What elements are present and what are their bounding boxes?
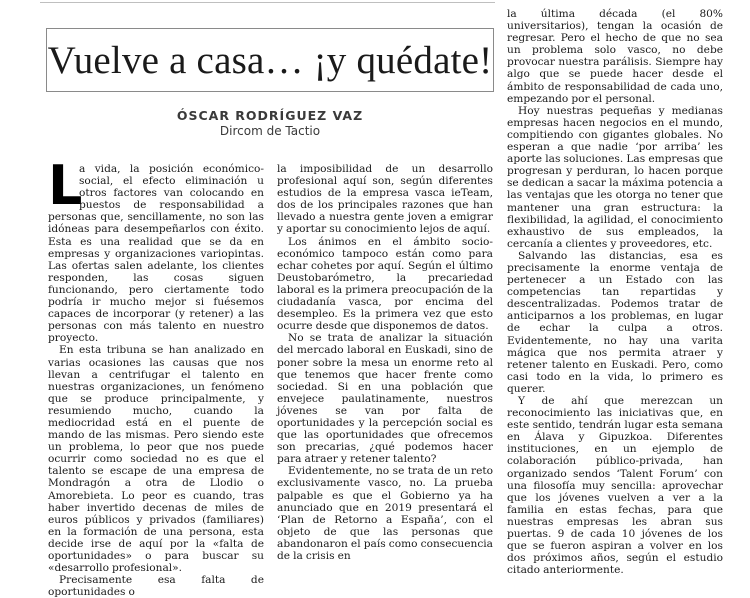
- top-rule: [40, 2, 495, 3]
- paragraph: Los ánimos en el ámbito socio-económico tampoco están como para echar cohetes por aquí. Según el último Deustobarómetro, la precariedad laboral es la primera preocupación de la ciudadanía vasca, por encima del desempleo. Es la primera vez que esto ocurre desde que disponemos de datos.: [277, 235, 493, 333]
- column-3: [507, 8, 723, 576]
- headline-box: [46, 28, 494, 92]
- paragraph: En esta tribuna se han analizado en varias ocasiones las causas que nos llevan a centrifugar el talento en nuestras organizaciones, un fenómeno que se produce principalmente, y resumiendo mucho, cuando la mediocridad está en el puente de mando de las mismas. Pero siendo este un problema, lo peor que nos puede ocurrir como sociedad no es que el talento se escape de una empresa de Mondragón a otra de Llodio o Amorebieta. Lo peor es cuando, tras haber invertido decenas de miles de euros públicos y privados (familiares) en la formación de una persona, esta decide irse de aquí por la «falta de oportunidades» o para buscar su «desarrollo profesional».: [48, 344, 264, 575]
- drop-cap: L: [48, 154, 83, 217]
- paragraph: Y de ahí que merezcan un reconocimiento las iniciativas que, en este sentido, tendrán lugar esta semana en Álava y Gipuzkoa. Diferentes instituciones, en un ejemplo de colaboración público-privada, han organizado sendos ‘Talent Forum’ con una filosofía muy sencilla: aprovechar que los jóvenes vuelven a ver a la familia en estas fechas, para que nuestras empresas les abran sus puertas. 9 de cada 10 jóvenes de los que se fueron aspiran a volver en los dos próximos años, según el estudio citado anteriormente.: [507, 395, 723, 577]
- paragraph: No se trata de analizar la situación del mercado laboral en Euskadi, sino de poner sobre la mesa un enorme reto al que tenemos que hacer frente como sociedad. Si en una población que envejece paulatinamente, nuestros jóvenes se van por falta de oportunidades y la percepción social es que las oportunidades que ofrecemos son precarias, ¿qué podemos hacer para atraer y retener talento?: [277, 332, 493, 466]
- paragraph: Hoy nuestras pequeñas y medianas empresas hacen negocios en el mundo, compitiendo con gigantes globales. No esperan a que nadie ‘por arriba’ les aporte las soluciones. Las empresas que progresan y perduran, lo hacen porque se dedican a sacar la máxima potencia a las ventajas que les otorga no tener que mantener una gran estructura: la flexibilidad, la agilidad, el conocimiento exhaustivo de sus empleados, la cercanía a clientes y proveedores, etc.: [507, 104, 723, 250]
- column-2: [277, 163, 493, 562]
- paragraph: la imposibilidad de un desarrollo profesional aquí son, según diferentes estudios de la empresa vasca ieTeam, dos de los principales razones que han llevado a nuestra gente joven a emigrar y aportar su conocimiento lejos de aquí.: [277, 163, 493, 236]
- paragraph: la última década (el 80% universitarios), tengan la ocasión de regresar. Pero el hecho de que no sea un problema solo vasco, no debe provocar nuestra parálisis. Siempre hay algo que se puede hacer desde el ámbito de responsabilidad de cada uno, empezando por el personal.: [507, 8, 723, 105]
- paragraph: Salvando las distancias, esa es precisamente la enorme ventaja de pertenecer a un Estado con las competencias tan repartidas y descentralizadas. Podemos tratar de anticiparnos a los problemas, en lugar de echar la culpa a otros. Evidentemente, no hay una varita mágica que nos permita atraer y retener talento en Euskadi. Pero, como casi todo en la vida, lo primero es querer.: [507, 249, 723, 395]
- column-1: [48, 154, 264, 598]
- paragraph: Evidentemente, no se trata de un reto exclusivamente vasco, no. La prueba palpable es que el Gobierno ya ha anunciado que en 2019 presentará el ‘Plan de Retorno a España’, con el objeto de que las personas que abandonaron el país como consecuencia de la crisis en: [277, 465, 493, 562]
- author-role: Dircom de Tactio: [219, 124, 321, 138]
- paragraph: Precisamente esa falta de oportunidades o: [48, 574, 264, 598]
- author-name: ÓSCAR RODRÍGUEZ VAZ: [176, 108, 364, 123]
- paragraph: [48, 154, 264, 345]
- paragraph-text: a vida, la posición económico-social, el efecto eliminación u otros factores van colocando en puestos de responsabilidad a personas que, sencillamente, no son las idóneas para desempeñarlos con éxito. Esta es una realidad que se da en empresas y organizaciones variopintas. Las ofertas salen adelante, los clientes responden, las cosas siguen funcionando, pero ciertamente todo podría ir mucho mejor si fuésemos capaces de incorporar (y retener) a las personas con más talento en nuestro proyecto.: [48, 163, 264, 345]
- headline: Vuelve a casa… ¡y quédate!: [47, 38, 493, 82]
